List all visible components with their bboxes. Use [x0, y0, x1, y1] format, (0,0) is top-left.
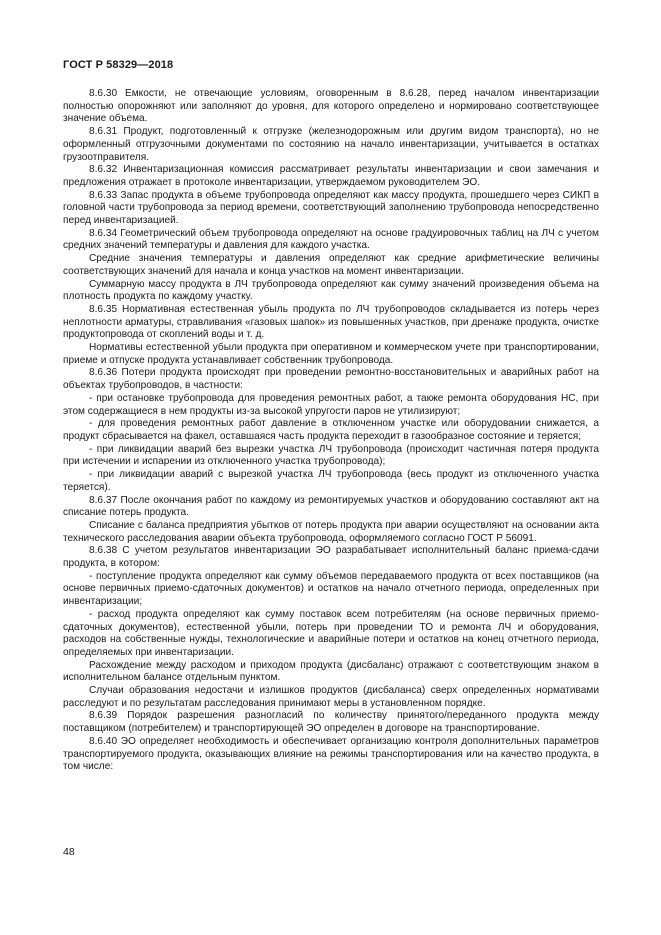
- paragraph: 8.6.34 Геометрический объем трубопровода определяют на основе градуировочных таблиц на ЛЧ с учетом средних значений температуры и давления для каждого участка.: [63, 227, 599, 252]
- list-item: - при ликвидации аварий без вырезки участка ЛЧ трубопровода (происходит частичная потеря продукта при истечении и испарении из отключенного участка трубопровода);: [63, 443, 599, 468]
- document-body: [63, 88, 599, 774]
- paragraph: 8.6.35 Нормативная естественная убыль продукта по ЛЧ трубопроводов складывается из потерь через неплотности арматуры, стравливания «газовых шапок» из повышенных участков, при дренаже продукта, очистке продуктопровода от скоплений воды и т. д.: [63, 303, 599, 341]
- paragraph: 8.6.32 Инвентаризационная комиссия рассматривает результаты инвентаризации и свои замечания и предложения отражает в протоколе инвентаризации, утверждаемом руководителем ЭО.: [63, 164, 599, 188]
- paragraph: 8.6.30 Емкости, не отвечающие условиям, оговоренным в 8.6.28, перед началом инвентаризации полностью опорожняют или заполняют до уровня, для которого определено и нормировано соответствующее значение объема.: [63, 88, 599, 125]
- paragraph: Суммарную массу продукта в ЛЧ трубопровода определяют как сумму значений произведения объема на плотность продукта по каждому участку.: [63, 278, 599, 303]
- document-header: ГОСТ Р 58329—2018: [63, 59, 174, 71]
- paragraph: 8.6.33 Запас продукта в объеме трубопровода определяют как массу продукта, прошедшего через СИКП в головной части трубопровода за период времени, соответствующий заполнению трубопровода непосредственно перед инвентаризацией.: [63, 189, 599, 227]
- paragraph: 8.6.40 ЭО определяет необходимость и обеспечивает организацию контроля дополнительных параметров транспортируемого продукта, оказывающих влияние на режимы транспортирования или на качество продукта, в том числе:: [63, 735, 599, 773]
- list-item: - для проведения ремонтных работ давление в отключенном участке или оборудовании снижается, а продукт сбрасывается на факел, оставшаяся часть продукта переходит в газообразное состояние и теряется;: [63, 418, 599, 442]
- paragraph: Расхождение между расходом и приходом продукта (дисбаланс) отражают с соответствующим знаком в исполнительном балансе отдельным пунктом.: [63, 659, 599, 684]
- paragraph: Случаи образования недостачи и излишков продуктов (дисбаланса) сверх определенных нормативами расследуют и по результатам расследования принимают меры в установленном порядке.: [63, 685, 599, 709]
- list-item: - расход продукта определяют как сумму поставок всем потребителям (на основе первичных приемо-сдаточных документов), естественной убыли, потерь при проведении ТО и ремонта ЛЧ и оборудования, расходов на собственные нужды, технологические и аварийные потери и остатков на конец отчетного периода, определяемых при инвентаризации.: [63, 608, 599, 658]
- paragraph: Нормативы естественной убыли продукта при оперативном и коммерческом учете при транспортировании, приеме и отпуске продукта устанавливает собственник трубопровода.: [63, 342, 599, 366]
- paragraph: Средние значения температуры и давления определяют как средние арифметические величины соответствующих значений для начала и конца участков на момент инвентаризации.: [63, 253, 599, 277]
- paragraph: 8.6.38 С учетом результатов инвентаризации ЭО разрабатывает исполнительный баланс приема-сдачи продукта, в котором:: [63, 545, 599, 570]
- page-number: 48: [63, 846, 75, 858]
- list-item: - поступление продукта определяют как сумму объемов передаваемого продукта от всех поставщиков (на основе первичных приемо-сдаточных документов) и остатков на начало отчетного периода, определенных при инвентаризации;: [63, 570, 599, 608]
- paragraph: 8.6.36 Потери продукта происходят при проведении ремонтно-восстановительных и аварийных работ на объектах трубопроводов, в частности:: [63, 367, 599, 392]
- list-item: - при остановке трубопровода для проведения ремонтных работ, а также ремонта оборудования НС, при этом содержащиеся в нем продукты из-за высокой упругости паров не утилизируют;: [63, 392, 599, 417]
- paragraph: 8.6.31 Продукт, подготовленный к отгрузке (железнодорожным или другим видом транспорта), но не оформленный отгрузочными документами по состоянию на начало инвентаризации, учитывается в остатках грузоотправителя.: [63, 126, 599, 163]
- list-item: - при ликвидации аварий с вырезкой участка ЛЧ трубопровода (весь продукт из отключенного участка теряется).: [63, 469, 599, 493]
- paragraph: Списание с баланса предприятия убытков от потерь продукта при аварии осуществляют на основании акта технического расследования аварии объекта трубопровода, оформляемого согласно ГОСТ Р 56091.: [63, 519, 599, 544]
- paragraph: 8.6.37 После окончания работ по каждому из ремонтируемых участков и оборудованию составляют акт на списание потерь продукта.: [63, 494, 599, 519]
- paragraph: 8.6.39 Порядок разрешения разногласий по количеству принятого/переданного продукта между поставщиком (потребителем) и транспортирующей ЭО определен в договоре на транспортирование.: [63, 710, 599, 735]
